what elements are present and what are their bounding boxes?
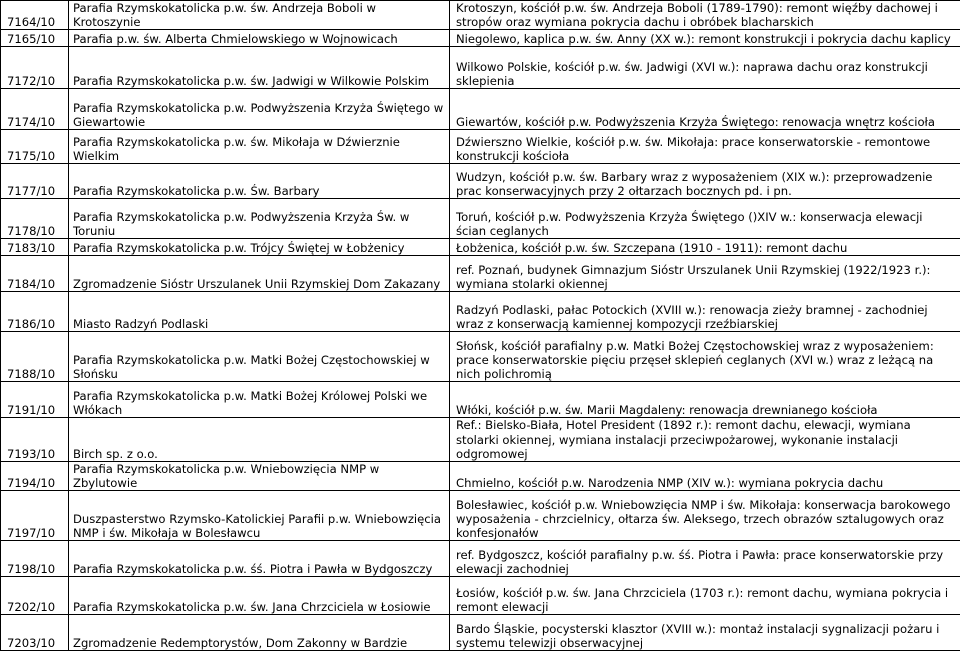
row-parish: Parafia Rzymskokatolicka p.w. Podwyższenia Krzyża Świętego w Giewartowie — [69, 89, 450, 130]
row-parish: Parafia Rzymskokatolicka p.w. Podwyższenia Krzyża Św. w Toruniu — [69, 199, 450, 239]
row-id: 7172/10 — [1, 47, 69, 89]
row-description: Wilkowo Polskie, kościół p.w. św. Jadwigi (XVI w.): naprawa dachu oraz konstrukcji sklepienia — [450, 47, 960, 89]
row-parish: Parafia Rzymskokatolicka p.w. Św. Barbary — [69, 164, 450, 199]
table-row — [1, 577, 960, 615]
row-id: 7197/10 — [1, 491, 69, 541]
row-parish: Parafia Rzymskokatolicka p.w. św. Jana Chrzciciela w Łosiowie — [69, 577, 450, 615]
row-parish: Parafia Rzymskokatolicka p.w. Matki Bożej Królowej Polski we Włókach — [69, 382, 450, 418]
table-row — [1, 30, 960, 47]
row-parish: Zgromadzenie Sióstr Urszulanek Unii Rzymskiej Dom Zakazany — [69, 256, 450, 292]
row-parish: Parafia Rzymskokatolicka p.w. św. Andrzeja Boboli w Krotoszynie — [69, 1, 450, 30]
table-row — [1, 418, 960, 462]
row-id: 7177/10 — [1, 164, 69, 199]
row-id: 7203/10 — [1, 615, 69, 651]
row-description: Toruń, kościół p.w. Podwyższenia Krzyża Świętego ()XIV w.: konserwacja elewacji ścian ceglanych — [450, 199, 960, 239]
row-parish: Parafia Rzymskokatolicka p.w. Matki Bożej Częstochowskiej w Słońsku — [69, 332, 450, 382]
table-row — [1, 541, 960, 577]
row-parish: Birch sp. z o.o. — [69, 418, 450, 462]
table-row — [1, 1, 960, 30]
row-description: Radzyń Podlaski, pałac Potockich (XVIII w.): renowacja zieży bramnej - zachodniej wraz z konserwacją kamiennej kompozycji rzeźbiarskiej — [450, 292, 960, 332]
grants-table-body — [1, 1, 960, 651]
row-description: Niegolewo, kaplica p.w. św. Anny (XX w.): remont konstrukcji i pokrycia dachu kaplicy — [450, 30, 960, 47]
row-description: Dźwierszno Wielkie, kościół p.w. św. Mikołaja: prace konserwatorskie - remontowe konstrukcji kościoła — [450, 130, 960, 164]
table-row — [1, 239, 960, 256]
row-id: 7183/10 — [1, 239, 69, 256]
row-parish: Miasto Radzyń Podlaski — [69, 292, 450, 332]
row-id: 7194/10 — [1, 462, 69, 491]
row-description: Bolesławiec, kościół p.w. Wniebowzięcia NMP i św. Mikołaja: konserwacja barokowego wyposażenia - chrzcielnicy, ołtarza św. Aleksego, trzech obrazów sztalugowych oraz konfesjonałów — [450, 491, 960, 541]
row-description: Słońsk, kościół parafialny p.w. Matki Bożej Częstochowskiej wraz z wyposażeniem: prace konserwatorskie pięciu przęseł sklepień ceglanych (XVI w.) wraz z leżącą na nich polichromią — [450, 332, 960, 382]
row-description: Łosiów, kościół p.w. św. Jana Chrzciciela (1703 r.): remont dachu, wymiana pokrycia i remont elewacji — [450, 577, 960, 615]
row-description: Ref.: Bielsko-Biała, Hotel President (1892 r.): remont dachu, elewacji, wymiana stolarki okiennej, wymiana instalacji przeciwpożarowej, wykonanie instalacji odgromowej — [450, 418, 960, 462]
row-id: 7184/10 — [1, 256, 69, 292]
table-row — [1, 491, 960, 541]
table-row — [1, 292, 960, 332]
row-description: Łobżenica, kościół p.w. św. Szczepana (1910 - 1911): remont dachu — [450, 239, 960, 256]
row-id: 7164/10 — [1, 1, 69, 30]
row-description: ref. Bydgoszcz, kościół parafialny p.w. śś. Piotra i Pawła: prace konserwatorskie przy elewacji zachodniej — [450, 541, 960, 577]
row-id: 7175/10 — [1, 130, 69, 164]
row-description: Krotoszyn, kościół p.w. św. Andrzeja Boboli (1789-1790): remont więźby dachowej i stropów oraz wymiana pokrycia dachu i obróbek blacharskich — [450, 1, 960, 30]
row-id: 7174/10 — [1, 89, 69, 130]
table-row — [1, 199, 960, 239]
row-parish: Parafia Rzymskokatolicka p.w. św. Jadwigi w Wilkowie Polskim — [69, 47, 450, 89]
row-id: 7198/10 — [1, 541, 69, 577]
row-id: 7188/10 — [1, 332, 69, 382]
row-parish: Parafia Rzymskokatolicka p.w. św. Mikołaja w Dźwierznie Wielkim — [69, 130, 450, 164]
row-description: Chmielno, kościół p.w. Narodzenia NMP (XIV w.): wymiana pokrycia dachu — [450, 462, 960, 491]
row-parish: Parafia Rzymskokatolicka p.w. Wniebowzięcia NMP w Zbylutowie — [69, 462, 450, 491]
row-parish: Parafia Rzymskokatolicka p.w. Trójcy Świętej w Łobżenicy — [69, 239, 450, 256]
table-row — [1, 332, 960, 382]
row-description: Giewartów, kościół p.w. Podwyższenia Krzyża Świętego: renowacja wnętrz kościoła — [450, 89, 960, 130]
table-row — [1, 256, 960, 292]
table-row — [1, 615, 960, 651]
row-id: 7165/10 — [1, 30, 69, 47]
table-row — [1, 164, 960, 199]
row-parish: Parafia p.w. św. Alberta Chmielowskiego w Wojnowicach — [69, 30, 450, 47]
row-id: 7193/10 — [1, 418, 69, 462]
row-id: 7178/10 — [1, 199, 69, 239]
row-parish: Parafia Rzymskokatolicka p.w. śś. Piotra i Pawła w Bydgoszczy — [69, 541, 450, 577]
row-id: 7191/10 — [1, 382, 69, 418]
row-id: 7202/10 — [1, 577, 69, 615]
table-row — [1, 462, 960, 491]
row-id: 7186/10 — [1, 292, 69, 332]
table-row — [1, 130, 960, 164]
row-description: Bardo Śląskie, pocysterski klasztor (XVIII w.): montaż instalacji sygnalizacji pożaru i systemu telewizji obserwacyjnej — [450, 615, 960, 651]
row-parish: Duszpasterstwo Rzymsko-Katolickiej Parafii p.w. Wniebowzięcia NMP i św. Mikołaja w Bolesławcu — [69, 491, 450, 541]
table-row — [1, 382, 960, 418]
row-description: Włóki, kościół p.w. św. Marii Magdaleny: renowacja drewnianego kościoła — [450, 382, 960, 418]
table-row — [1, 47, 960, 89]
row-description: ref. Poznań, budynek Gimnazjum Sióstr Urszulanek Unii Rzymskiej (1922/1923 r.): wymiana stolarki okiennej — [450, 256, 960, 292]
table-row — [1, 89, 960, 130]
row-description: Wudzyn, kościół p.w. św. Barbary wraz z wyposażeniem (XIX w.): przeprowadzenie prac konserwacyjnych przy 2 ołtarzach bocznych pd. i pn. — [450, 164, 960, 199]
row-parish: Zgromadzenie Redemptorystów, Dom Zakonny w Bardzie — [69, 615, 450, 651]
